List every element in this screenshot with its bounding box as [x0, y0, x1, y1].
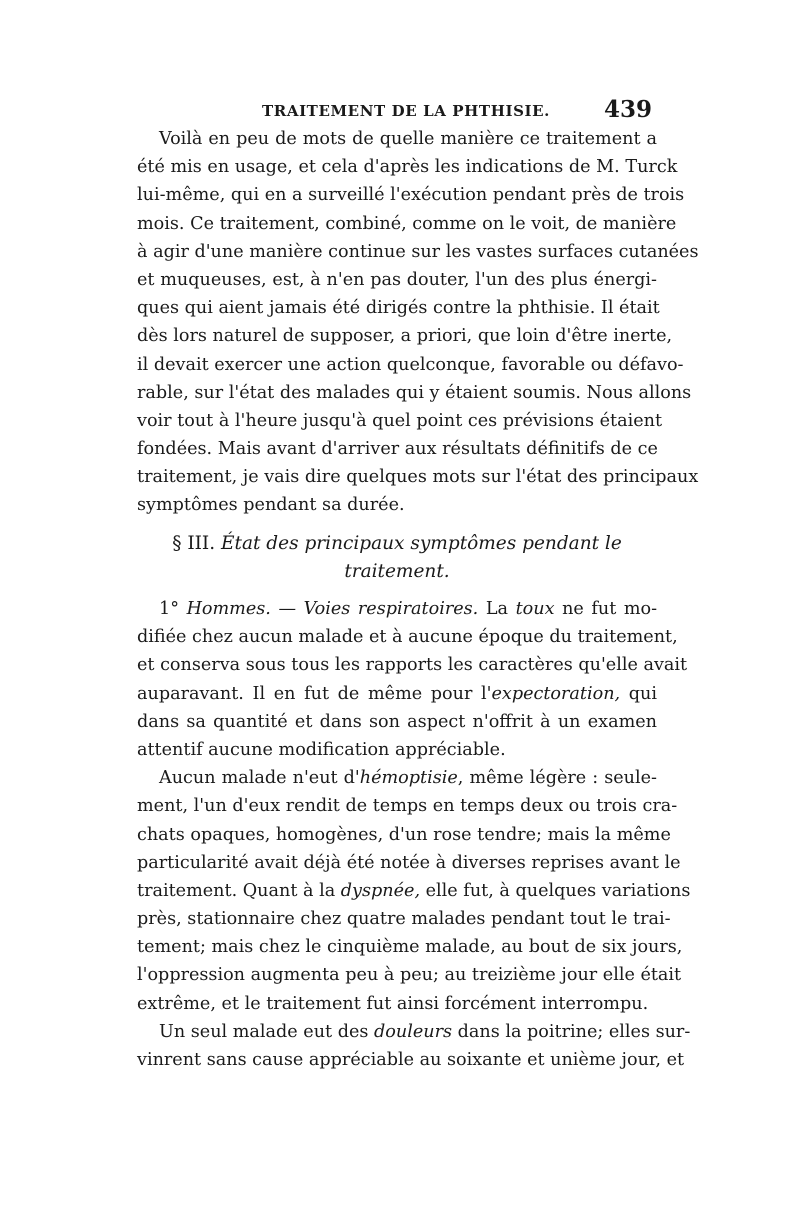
- text-line: dans sa quantité et dans son aspect n'offrit à un examen: [137, 711, 657, 732]
- text-line: il devait exercer une action quelconque, favorable ou défavo-: [137, 354, 684, 375]
- text-line: vinrent sans cause appréciable au soixante et unième jour, et: [137, 1050, 685, 1070]
- italic-term: douleurs: [374, 1021, 453, 1042]
- italic-term: dyspnée,: [340, 880, 421, 901]
- text-line: dès lors naturel de supposer, a priori, que loin d'être inerte,: [137, 326, 673, 347]
- text-line: [137, 877, 691, 905]
- paragraph-respiratory: [137, 595, 688, 764]
- text-line: mois. Ce traitement, combiné, comme on le voit, de manière: [137, 213, 677, 234]
- paragraph-intro: [137, 125, 699, 520]
- text-line: chats opaques, homogènes, d'un rose tendre; mais la même: [137, 824, 671, 845]
- text-line: ques qui aient jamais été dirigés contre la phthisie. Il était: [137, 298, 660, 319]
- paragraph-hemoptysis: [137, 764, 691, 1018]
- italic-term: toux: [515, 599, 555, 619]
- body-text: [137, 125, 699, 1074]
- ordinal: 1°: [159, 599, 179, 619]
- text-run: traitement. Quant à la: [137, 880, 336, 901]
- text-run: La: [485, 599, 509, 619]
- text-run: Un seul malade eut des: [159, 1021, 369, 1042]
- text-line: [137, 680, 657, 708]
- text-line: rable, sur l'état des malades qui y étaient soumis. Nous allons: [137, 382, 692, 403]
- subheading-italic: Hommes. — Voies respiratoires.: [186, 599, 479, 619]
- text-line: traitement, je vais dire quelques mots sur l'état des principaux: [137, 467, 699, 488]
- text-line: [137, 1018, 691, 1046]
- text-run: Aucun malade n'eut d': [159, 768, 360, 789]
- italic-term: expectoration,: [491, 683, 621, 704]
- text-run: elle fut, à quelques variations: [425, 880, 691, 901]
- text-line: difiée chez aucun malade et à aucune époque du traitement,: [137, 627, 678, 648]
- text-line: à agir d'une manière continue sur les vastes surfaces cutanées: [137, 241, 699, 262]
- text-line: voir tout à l'heure jusqu'à quel point ces prévisions étaient: [137, 410, 663, 431]
- section-number: § III.: [172, 532, 216, 554]
- text-line: et conserva sous tous les rapports les caractères qu'elle avait: [137, 655, 688, 676]
- text-run: ne fut mo-: [562, 599, 658, 619]
- spacer: [137, 586, 657, 595]
- section-title-line1: État des principaux symptômes pendant le: [221, 532, 622, 554]
- text-line: ment, l'un d'eux rendit de temps en temps deux ou trois cra-: [137, 796, 678, 817]
- text-line: et muqueuses, est, à n'en pas douter, l'un des plus énergi-: [137, 269, 657, 290]
- text-line: [137, 595, 657, 623]
- page-number: 439: [603, 96, 652, 123]
- text-line: fondées. Mais avant d'arriver aux résultats définitifs de ce: [137, 439, 658, 460]
- text-line: extrême, et le traitement fut ainsi forcément interrompu.: [137, 993, 649, 1014]
- section-heading-line: [137, 530, 657, 558]
- text-line: Voilà en peu de mots de quelle manière ce traitement a: [159, 129, 657, 149]
- text-line: lui-même, qui en a surveillé l'exécution pendant près de trois: [137, 185, 685, 206]
- text-run: , même légère : seule-: [457, 768, 657, 789]
- text-line: attentif aucune modification appréciable.: [137, 739, 506, 760]
- paragraph-pain: [137, 1018, 691, 1074]
- text-run: auparavant. Il en fut de même pour l': [137, 683, 492, 704]
- text-line: particularité avait déjà été notée à diverses reprises avant le: [137, 852, 681, 873]
- italic-term: hémoptisie: [359, 768, 458, 789]
- text-line: près, stationnaire chez quatre malades pendant tout le trai-: [137, 909, 671, 930]
- running-title: TRAITEMENT DE LA PHTHISIE.: [262, 102, 550, 120]
- text-run: dans la poitrine; elles sur-: [457, 1021, 691, 1042]
- text-line: été mis en usage, et cela d'après les indications de M. Turck: [137, 157, 678, 178]
- text-line: [137, 764, 657, 792]
- text-line: l'oppression augmenta peu à peu; au treizième jour elle était: [137, 965, 682, 986]
- text-line: tement; mais chez le cinquième malade, au bout de six jours,: [137, 937, 683, 958]
- section-title-line2: traitement.: [344, 560, 450, 582]
- running-header: [136, 96, 656, 126]
- section-heading: [137, 530, 657, 586]
- text-run: qui: [628, 683, 658, 704]
- text-line: symptômes pendant sa durée.: [137, 495, 405, 516]
